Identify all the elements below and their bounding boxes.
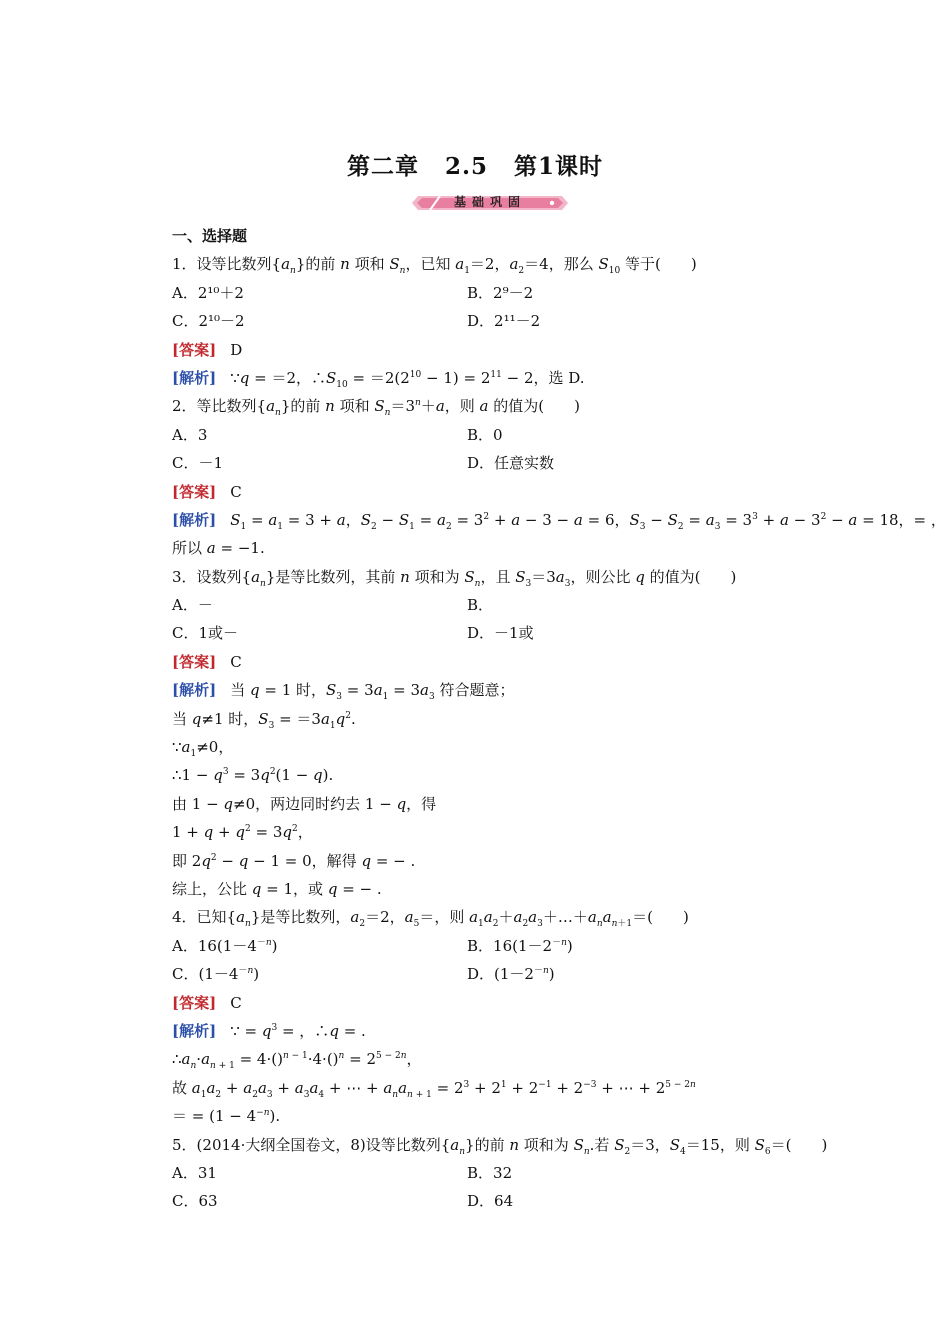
q1-analysis: [解析] ∵q = ＝2，$\therefore S_{10} = =2(2^{10} - 1) = 2^{11} - 2$，选 D. [172,368,585,390]
q1-option-a: A．2¹⁰＋2 [172,283,244,302]
analysis-tag: [解析] [172,510,217,529]
q3-option-b: B． [467,596,494,615]
q1-option-b: B．2⁹－2 [467,283,534,302]
q2-options-row-1 [172,421,832,449]
q5-option-d: D．64 [467,1192,514,1211]
q5-options-row-1 [172,1159,832,1187]
section-number: 2.5 [444,153,488,180]
q2-answer [172,478,832,506]
q5-options-row-2 [172,1187,832,1215]
q3-analysis-line-3: $\because a_1\ne 0$， [172,738,234,760]
banner-text: 基础巩固 [453,195,526,209]
q3-analysis-line-7: 即 $2q^2 - q - 1 = 0$，解得 q = − . [172,851,416,870]
q5-option-c: C．63 [172,1192,218,1211]
q2-option-a: A．3 [172,425,208,444]
answer-tag: [答案] [172,340,217,359]
q2-options-row-2 [172,449,832,477]
q4-option-b: B．$16(1-2^{-n})$ [467,936,573,955]
q2-answer-value: C [230,482,242,501]
chapter-label: 第二章 [346,153,419,180]
analysis-tag: [解析] [172,681,217,700]
q3-option-d: D．－1或 [467,624,534,643]
q4-options-row-1 [172,932,832,960]
q4-answer-value: C [230,993,242,1012]
lesson-label: 第1课时 [514,153,604,180]
answer-tag: [答案] [172,482,217,501]
q3-analysis-line-2: 当 q≠1 时，$S_3 = =3a_1q^2$. [172,709,356,731]
q3-analysis-line-8: 综上，公比 q = 1，或 q = − . [172,879,382,898]
q3-options-row-1 [172,591,832,619]
q3-option-c: C．1或－ [172,624,239,643]
q3-analysis-line-4: ∴1 − $q^3 = 3q^2(1 - q)$. [172,766,334,785]
q1-answer-value: D [230,340,243,359]
q4-answer [172,989,832,1017]
q3-answer-value: C [230,652,242,671]
q3-analysis-line-5: 由 1 − q≠0，两边同时约去 1 − q，得 [172,794,437,813]
q2-analysis: [解析] $S_1 = a_1 = 3 + a$，$S_2 - S_1 = a_2 = 3^2 + a - 3 - a = 6$，$S_3 - S_2 = a_3 = 3^3 + a - 3^2 - a = 18$，= ， [172,510,946,532]
section-heading: 一、选择题 [172,227,248,245]
question-5: 5．(2014·大纲全国卷文，8)设等比数列$\{a_n\}$的前 n 项和为 $S_n$.若 $S_2=3$，$S_4=15$，则 $S_6=$( ) [172,1135,828,1157]
q4-option-d: D．$(1-2^{-n})$ [467,965,555,984]
q4-analysis-line-3: 故 $a_1a_2 + a_2a_3 + a_3a_4$ + ⋯ + $a_na_{n + 1} = 2^3 + 2^1 + 2^{-1} + 2^{-3}$ + ⋯ + $2^{5 - 2n}$ [172,1078,696,1100]
q1-options-row-2 [172,307,832,335]
q2-option-b: B．0 [467,425,503,444]
q1-option-d: D．2¹¹－2 [467,312,541,331]
q3-analysis-line-6: $1 + q + q^2 = 3q^2$， [172,823,313,842]
answer-tag: [答案] [172,993,217,1012]
answer-tag: [答案] [172,652,217,671]
question-4: 4．已知$\{a_n\}$是等比数列，$a_2=2$，$a_5=$，则 $a_1a_2+a_2a_3+\dots+a_na_{n+1}=$( ) [172,908,689,930]
question-2: 2．等比数列$\{a_n\}$的前 n 项和 $S_n=3^n+a$，则 a 的值为( ) [172,397,580,419]
q3-option-a: A．－ [172,596,213,615]
page-title [0,148,950,181]
analysis-tag: [解析] [172,1021,217,1040]
q4-analysis: [解析] ∵ = $q^3$ = ，∴q = . [172,1021,366,1040]
q4-options-row-2 [172,960,832,988]
question-1: 1．设等比数列$\{a_n\}$的前 n 项和 $S_n$，已知 $a_1=2$，$a_2=4$，那么 $S_{10}$ 等于( ) [172,255,697,277]
exercise-content [172,222,946,1216]
q1-answer [172,336,832,364]
q2-analysis-cont: 所以 a = −1. [172,539,265,558]
basic-consolidation-banner [412,192,568,214]
q1-options-row-1 [172,279,832,307]
q4-analysis-line-4: ＝ = $(1 - 4^{-n})$. [172,1107,281,1126]
question-3: 3．设数列$\{a_n\}$是等比数列，其前 n 项和为 $S_n$，且 $S_3=3a_3$，则公比 q 的值为( ) [172,567,737,589]
q3-answer [172,648,832,676]
q2-option-d: D．任意实数 [467,454,555,473]
q1-option-c: C．2¹⁰－2 [172,312,245,331]
q2-option-c: C．－1 [172,454,224,473]
analysis-tag: [解析] [172,368,217,387]
q5-option-b: B．32 [467,1163,513,1182]
q3-analysis: [解析] 当 q = 1 时，$S_3 = 3a_1 = 3a_3$ 符合题意； [172,681,515,703]
q4-option-a: A．$16(1-4^{-n})$ [172,936,278,955]
q4-analysis-line-2: $\therefore a_n\cdot a_{n + 1} = 4\cdot()^{n - 1}\cdot 4\cdot()^n = 2^{5 - 2n}$， [172,1050,422,1072]
q5-option-a: A．31 [172,1163,217,1182]
q4-option-c: C．$(1-4^{-n})$ [172,965,260,984]
q3-options-row-2 [172,619,832,647]
